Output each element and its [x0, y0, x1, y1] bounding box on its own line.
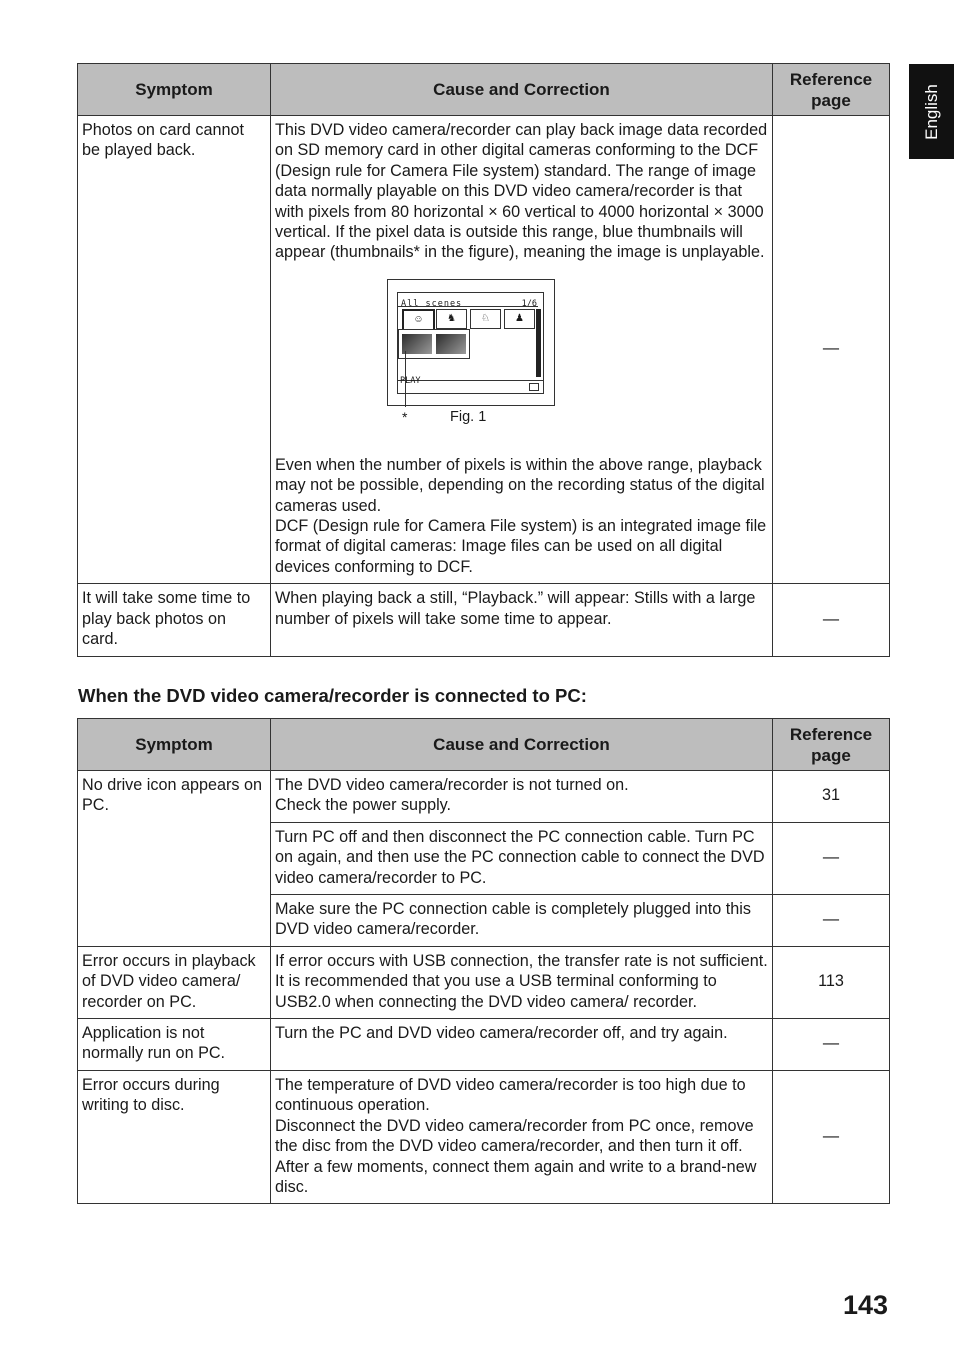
header-ref-line1: Reference — [789, 724, 873, 744]
lcd-inner-frame — [397, 292, 544, 394]
cause-line: Check the power supply. — [275, 796, 452, 815]
lcd-menu-icon — [529, 383, 539, 391]
cause-cell: Turn PC off and then disconnect the PC connection cable. Turn PC on again, and then use the PC connection cable to connect the DVD video camera/recorder to PC. — [271, 822, 773, 894]
reference-cell: 113 — [773, 946, 890, 1018]
header-ref-line2: page — [811, 745, 851, 765]
reference-cell: — — [773, 895, 890, 947]
table-row — [78, 771, 890, 823]
cause-paragraph: This DVD video camera/recorder can play back image data recorded on SD memory card in other digital cameras conforming to the DCF (Design rule for Camera File system) standard. The range of image data normally playable on this DVD video camera/recorder is that with pixels from 80 horizontal × 60 vertical to 4000 horizontal × 3000 vertical. If the pixel data is outside this range, blue thumbnails will appear (thumbnails* in the figure), meaning the image is unplayable. — [275, 121, 768, 262]
header-cause: Cause and Correction — [271, 719, 773, 771]
language-tab — [909, 64, 954, 159]
thumbnail-figure-icon: ♟ — [504, 309, 535, 329]
blue-thumbnail-group — [398, 329, 470, 359]
cause-paragraph: Even when the number of pixels is within the above range, playback may not be possible, depending on the recording status of the digital cameras used. — [275, 455, 765, 515]
cause-cell: Turn the PC and DVD video camera/recorder off, and try again. — [271, 1019, 773, 1071]
language-tab-label: English — [921, 83, 941, 140]
callout-asterisk: * — [402, 408, 408, 425]
thumbnail-selected-icon: ☺ — [402, 309, 435, 331]
thumbnail-bird-icon: ♘ — [470, 309, 501, 329]
header-symptom: Symptom — [78, 719, 271, 771]
cause-cell — [271, 771, 773, 823]
symptom-cell: No drive icon appears on PC. — [78, 771, 271, 947]
header-symptom: Symptom — [78, 64, 271, 116]
cause-paragraph: The temperature of DVD video camera/recorder is too high due to continuous operation. — [275, 1075, 746, 1115]
cause-cell: Make sure the PC connection cable is completely plugged into this DVD video camera/recorder. — [271, 895, 773, 947]
callout-line — [405, 351, 406, 407]
cause-paragraph: DCF (Design rule for Camera File system) is an integrated image file format of digital cameras: Image files can be used on all digital devices conforming to DCF. — [275, 517, 767, 576]
reference-cell: — — [773, 1070, 890, 1203]
table-row — [78, 584, 890, 656]
cause-line: The DVD video camera/recorder is not turned on. — [275, 776, 629, 794]
header-cause: Cause and Correction — [271, 64, 773, 116]
header-reference — [773, 719, 890, 771]
cause-cell — [271, 116, 773, 584]
reference-cell: 31 — [773, 771, 890, 823]
table-header-row — [78, 719, 890, 771]
symptom-cell: Error occurs during writing to disc. — [78, 1070, 271, 1203]
lcd-divider — [398, 306, 538, 307]
symptom-cell: Photos on card cannot be played back. — [78, 116, 271, 584]
cause-paragraph: Disconnect the DVD video camera/recorder from PC once, remove the disc from the DVD video camera/recorder, and then turn it off. After a few moments, connect them again and write to a brand-new disc. — [275, 1116, 757, 1196]
table-row — [78, 1019, 890, 1071]
reference-cell: — — [773, 584, 890, 656]
header-ref-line1: Reference — [789, 69, 873, 89]
page-number: 143 — [842, 1290, 888, 1320]
symptom-cell: It will take some time to play back photos on card. — [78, 584, 271, 656]
reference-cell: — — [773, 1019, 890, 1071]
header-ref-line2: page — [811, 90, 851, 110]
troubleshooting-table-pc — [77, 718, 890, 1204]
lcd-screen-illustration — [387, 279, 555, 406]
table-row — [78, 946, 890, 1018]
symptom-cell: Application is not normally run on PC. — [78, 1019, 271, 1071]
blue-thumbnail — [436, 334, 466, 354]
cause-cell: If error occurs with USB connection, the transfer rate is not sufficient. It is recommended that you use a USB terminal conforming to USB2.0 when connecting the DVD video camera/ recorder. — [271, 946, 773, 1018]
lcd-scrollbar — [536, 309, 541, 377]
table-row — [78, 116, 890, 584]
troubleshooting-table-card — [77, 63, 890, 657]
header-reference — [773, 64, 890, 116]
table-row — [78, 1070, 890, 1203]
cause-cell — [271, 1070, 773, 1203]
section-heading: When the DVD video camera/recorder is connected to PC: — [78, 685, 587, 706]
figure-1 — [275, 273, 765, 453]
lcd-counter: 1/6 — [521, 298, 537, 309]
lcd-title: All scenes — [401, 298, 463, 309]
reference-cell: — — [773, 822, 890, 894]
blue-thumbnail — [402, 334, 432, 354]
reference-cell: — — [773, 116, 890, 584]
lcd-play-label: PLAY — [400, 376, 421, 387]
figure-caption: Fig. 1 — [450, 408, 487, 425]
symptom-cell: Error occurs in playback of DVD video camera/ recorder on PC. — [78, 946, 271, 1018]
thumbnail-animal-icon: ♞ — [436, 309, 467, 329]
cause-cell: When playing back a still, “Playback.” will appear: Stills with a large number of pixels will take some time to appear. — [271, 584, 773, 656]
table-header-row — [78, 64, 890, 116]
